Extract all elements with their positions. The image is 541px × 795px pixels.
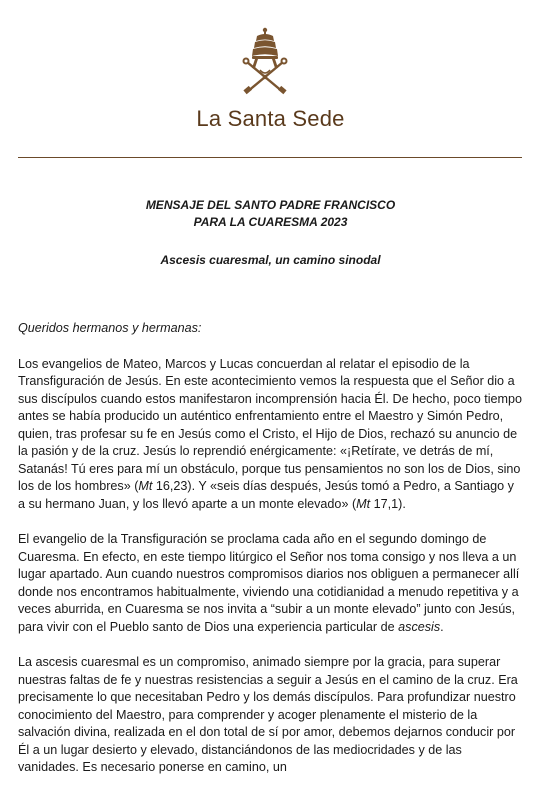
salutation: Queridos hermanos y hermanas: bbox=[18, 321, 202, 335]
paragraph-text: 16,23). Y «seis días después, Jesús tomó a Pedro, a Santiago y a su hermano Juan, y los llevó aparte a un monte elevado» ( bbox=[18, 479, 514, 511]
header-divider bbox=[18, 157, 522, 158]
paragraph-text: La ascesis cuaresmal es un compromiso, animado siempre por la gracia, para superar nuestras faltas de fe y nuestras resistencias a seguir a Jesús en el camino de la cruz. Era precisamente lo que necesitaban Pedro y los demás discípulos. Para profundizar nuestro conocimiento del Maestro, para comprender y acoger plenamente el misterio de la salvación divina, realizada en el don total de sí por amor, debemos dejarnos conducir por Él a un lugar desierto y elevado, distanciándonos de las mediocridades y de las vanidades. Es necesario ponerse en camino, un bbox=[18, 655, 518, 774]
document-title bbox=[0, 197, 541, 231]
document-subtitle: Ascesis cuaresmal, un camino sinodal bbox=[160, 253, 381, 267]
site-title[interactable]: La Santa Sede bbox=[196, 106, 345, 131]
paragraph-1 bbox=[18, 356, 524, 514]
scripture-ref: Mt bbox=[356, 496, 371, 511]
paragraph-text: 17,1). bbox=[370, 496, 406, 511]
paragraph-2 bbox=[18, 531, 524, 636]
document-body bbox=[18, 320, 524, 795]
title-line-1: MENSAJE DEL SANTO PADRE FRANCISCO bbox=[145, 198, 396, 212]
title-line-2: PARA LA CUARESMA 2023 bbox=[193, 215, 348, 229]
emphasized-term: ascesis bbox=[398, 619, 441, 634]
site-header bbox=[0, 0, 541, 160]
paragraph-text: . bbox=[440, 619, 444, 634]
paragraph-text: El evangelio de la Transfiguración se proclama cada año en el segundo domingo de Cuaresma. En efecto, en este tiempo litúrgico el Señor nos toma consigo y nos lleva a un lugar apartado. Aun cuando nuestros compromisos diarios nos obliguen a permanecer allí donde nos encontramos habitualmente, viviendo una cotidianidad a menudo repetitiva y a veces aburrida, en Cuaresma se nos invita a “subir a un monte elevado” junto con Jesús, para vivir con el Pueblo santo de Dios una experiencia particular de bbox=[18, 532, 520, 634]
paragraph-3 bbox=[18, 654, 524, 777]
papal-keys-tiara-icon bbox=[233, 26, 297, 98]
paragraph-text: Los evangelios de Mateo, Marcos y Lucas concuerdan al relatar el episodio de la Transfiguración de Jesús. En este acontecimiento vemos la respuesta que el Señor dio a sus discípulos cuando estos manifestaron incomprensión hacia Él. De hecho, poco tiempo antes se había producido un auténtico enfrentamiento entre el Maestro y Simón Pedro, quien, tras profesar su fe en Jesús como el Cristo, el Hijo de Dios, rechazó su anuncio de la pasión y de la cruz. Jesús lo reprendió enérgicamente: «¡Retírate, ve detrás de mí, Satanás! Tú eres para mí un obstáculo, porque tus pensamientos no son los de Dios, sino los de los hombres» ( bbox=[18, 356, 523, 493]
scripture-ref: Mt bbox=[138, 479, 153, 493]
